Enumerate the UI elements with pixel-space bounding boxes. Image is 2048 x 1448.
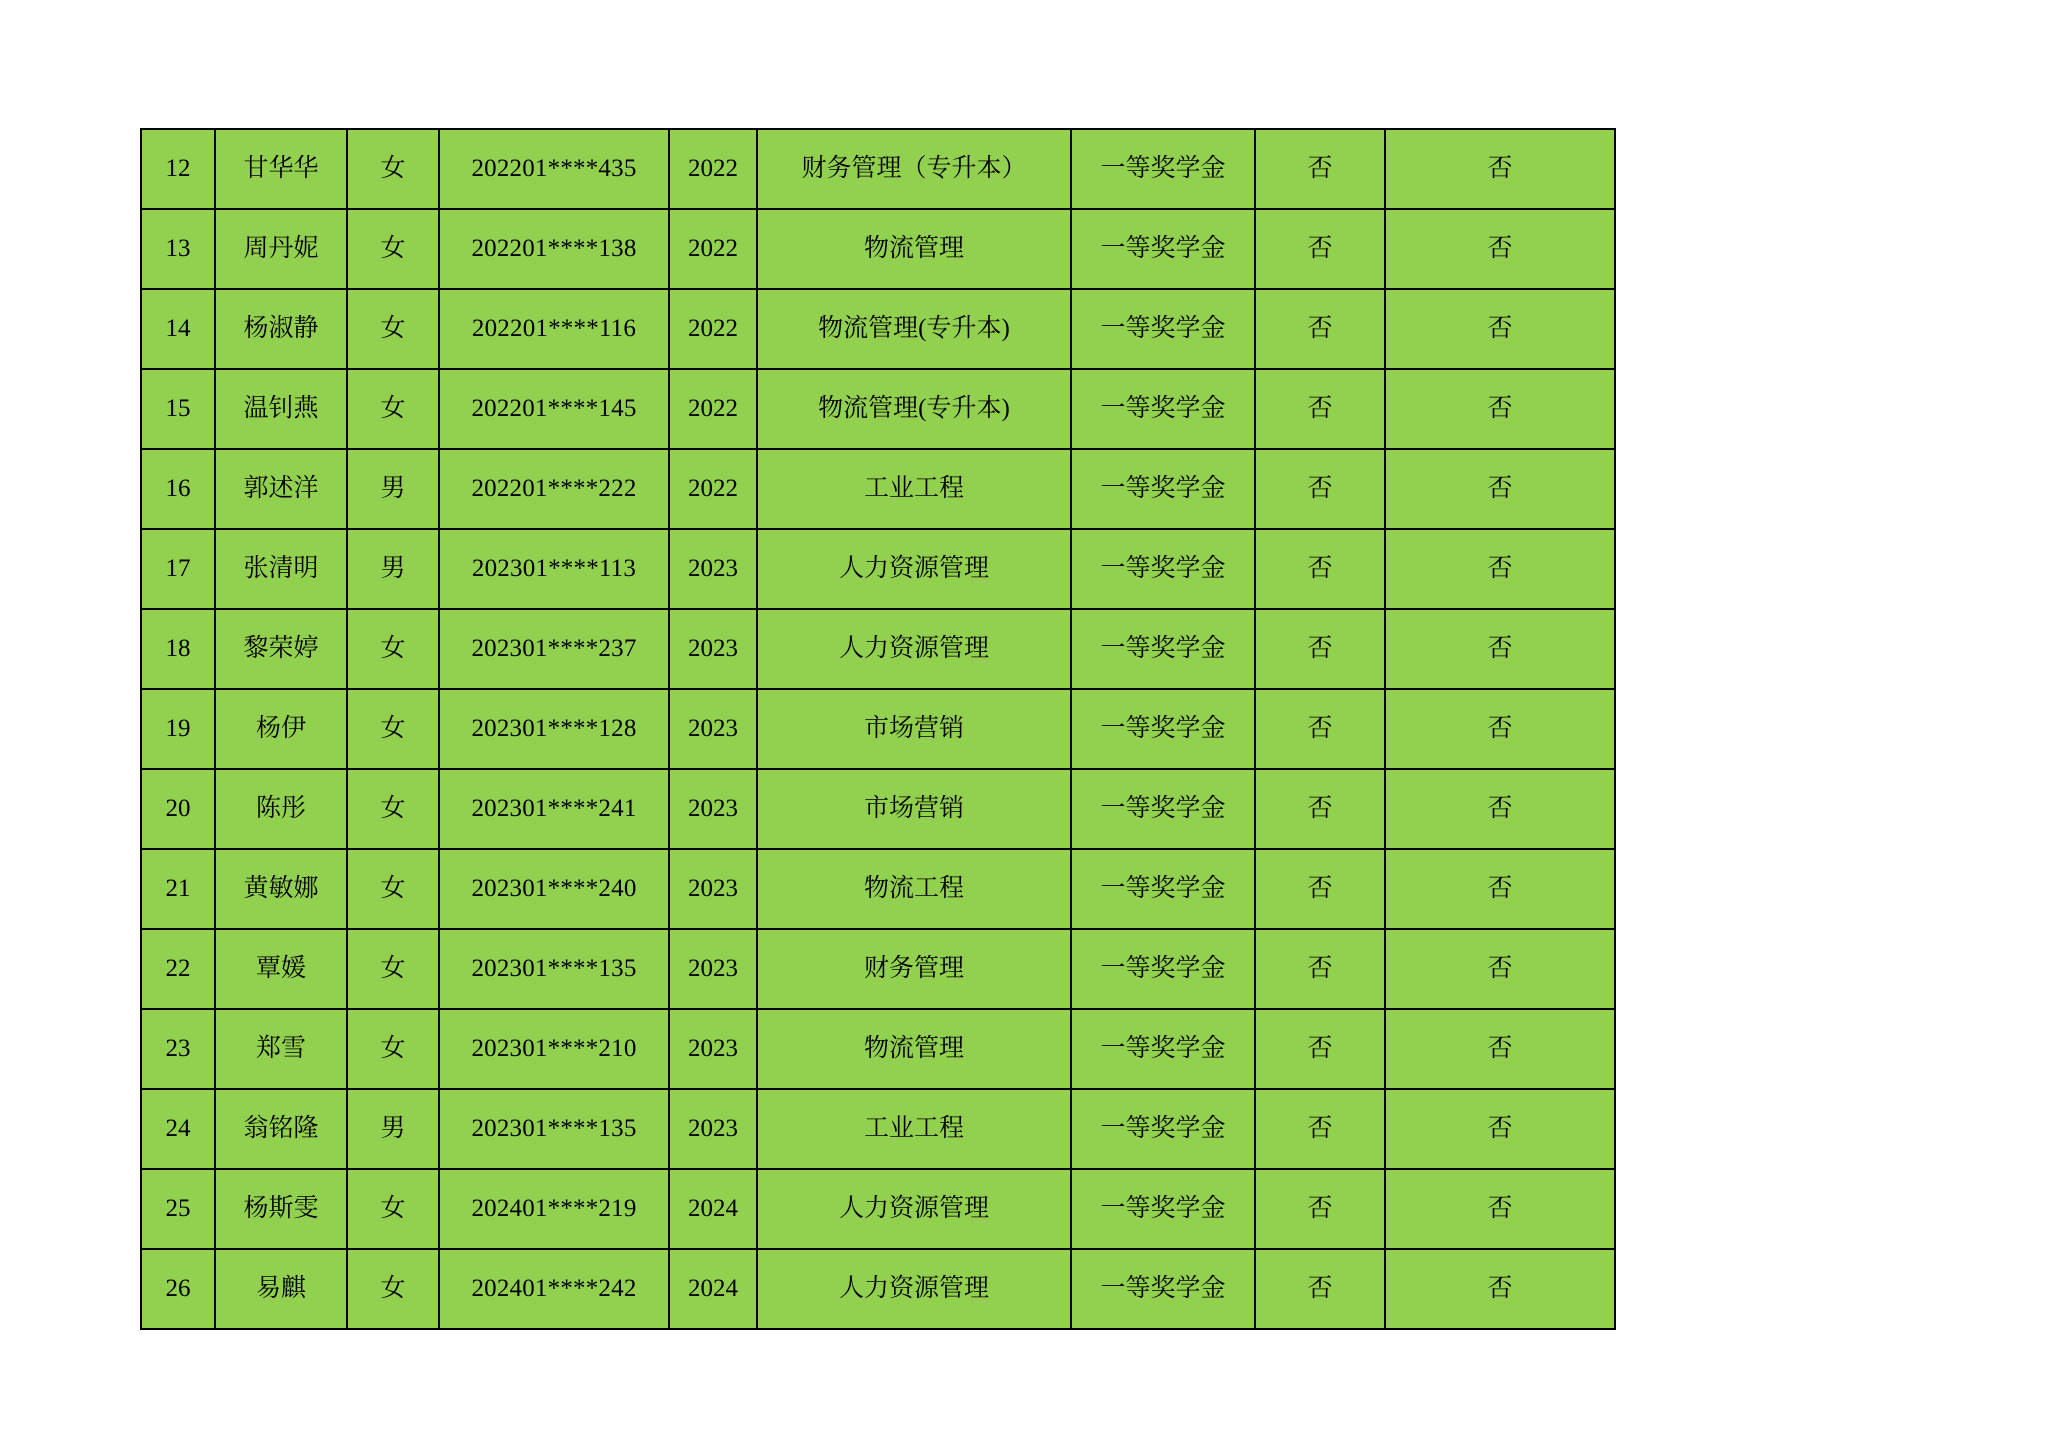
cell-flag-two: 否 (1385, 929, 1615, 1009)
cell-index: 19 (141, 689, 215, 769)
table-row (141, 1089, 1615, 1169)
cell-flag-one: 否 (1255, 1089, 1385, 1169)
cell-index: 13 (141, 209, 215, 289)
cell-award: 一等奖学金 (1071, 1009, 1255, 1089)
cell-gender: 女 (347, 369, 439, 449)
cell-major: 市场营销 (757, 689, 1071, 769)
cell-student-id: 202201****138 (439, 209, 669, 289)
cell-index: 12 (141, 129, 215, 209)
table-body (141, 129, 1615, 1329)
cell-award: 一等奖学金 (1071, 369, 1255, 449)
cell-index: 25 (141, 1169, 215, 1249)
table-row (141, 929, 1615, 1009)
scholarship-award-table (140, 128, 1616, 1330)
cell-student-id: 202201****222 (439, 449, 669, 529)
cell-student-id: 202301****237 (439, 609, 669, 689)
cell-flag-one: 否 (1255, 289, 1385, 369)
table-row (141, 289, 1615, 369)
cell-major: 市场营销 (757, 769, 1071, 849)
cell-student-id: 202301****241 (439, 769, 669, 849)
cell-flag-one: 否 (1255, 849, 1385, 929)
cell-flag-two: 否 (1385, 129, 1615, 209)
cell-award: 一等奖学金 (1071, 529, 1255, 609)
cell-name: 张清明 (215, 529, 347, 609)
cell-award: 一等奖学金 (1071, 769, 1255, 849)
cell-year: 2024 (669, 1169, 757, 1249)
cell-flag-one: 否 (1255, 529, 1385, 609)
cell-flag-two: 否 (1385, 449, 1615, 529)
cell-student-id: 202301****210 (439, 1009, 669, 1089)
cell-gender: 女 (347, 129, 439, 209)
cell-index: 17 (141, 529, 215, 609)
cell-flag-two: 否 (1385, 689, 1615, 769)
cell-name: 郭述洋 (215, 449, 347, 529)
cell-award: 一等奖学金 (1071, 1169, 1255, 1249)
cell-index: 22 (141, 929, 215, 1009)
cell-student-id: 202301****135 (439, 929, 669, 1009)
cell-award: 一等奖学金 (1071, 929, 1255, 1009)
cell-major: 工业工程 (757, 1089, 1071, 1169)
cell-name: 杨伊 (215, 689, 347, 769)
cell-flag-two: 否 (1385, 1169, 1615, 1249)
cell-flag-one: 否 (1255, 929, 1385, 1009)
cell-index: 15 (141, 369, 215, 449)
cell-gender: 男 (347, 529, 439, 609)
table-row (141, 209, 1615, 289)
cell-flag-one: 否 (1255, 1169, 1385, 1249)
cell-name: 郑雪 (215, 1009, 347, 1089)
cell-flag-one: 否 (1255, 1009, 1385, 1089)
cell-flag-one: 否 (1255, 129, 1385, 209)
cell-name: 周丹妮 (215, 209, 347, 289)
cell-gender: 女 (347, 929, 439, 1009)
table-row (141, 449, 1615, 529)
cell-flag-two: 否 (1385, 529, 1615, 609)
cell-award: 一等奖学金 (1071, 1089, 1255, 1169)
cell-index: 24 (141, 1089, 215, 1169)
cell-flag-two: 否 (1385, 1009, 1615, 1089)
cell-name: 黎荣婷 (215, 609, 347, 689)
cell-gender: 女 (347, 289, 439, 369)
cell-index: 18 (141, 609, 215, 689)
cell-name: 杨斯雯 (215, 1169, 347, 1249)
cell-major: 物流管理 (757, 1009, 1071, 1089)
cell-flag-two: 否 (1385, 289, 1615, 369)
cell-award: 一等奖学金 (1071, 849, 1255, 929)
cell-index: 23 (141, 1009, 215, 1089)
cell-index: 14 (141, 289, 215, 369)
cell-name: 温钊燕 (215, 369, 347, 449)
cell-student-id: 202301****113 (439, 529, 669, 609)
cell-flag-one: 否 (1255, 369, 1385, 449)
cell-flag-two: 否 (1385, 209, 1615, 289)
cell-year: 2023 (669, 1089, 757, 1169)
cell-year: 2023 (669, 689, 757, 769)
cell-student-id: 202301****135 (439, 1089, 669, 1169)
cell-year: 2023 (669, 529, 757, 609)
cell-year: 2022 (669, 289, 757, 369)
cell-year: 2023 (669, 609, 757, 689)
cell-student-id: 202201****435 (439, 129, 669, 209)
cell-major: 工业工程 (757, 449, 1071, 529)
cell-major: 人力资源管理 (757, 609, 1071, 689)
cell-major: 物流工程 (757, 849, 1071, 929)
cell-student-id: 202301****240 (439, 849, 669, 929)
cell-name: 覃媛 (215, 929, 347, 1009)
cell-gender: 女 (347, 609, 439, 689)
cell-gender: 女 (347, 209, 439, 289)
cell-year: 2023 (669, 769, 757, 849)
cell-flag-one: 否 (1255, 209, 1385, 289)
cell-gender: 女 (347, 1009, 439, 1089)
cell-flag-one: 否 (1255, 769, 1385, 849)
cell-year: 2022 (669, 209, 757, 289)
cell-student-id: 202401****242 (439, 1249, 669, 1329)
cell-major: 物流管理(专升本) (757, 289, 1071, 369)
cell-flag-one: 否 (1255, 1249, 1385, 1329)
cell-award: 一等奖学金 (1071, 609, 1255, 689)
cell-student-id: 202201****145 (439, 369, 669, 449)
cell-student-id: 202401****219 (439, 1169, 669, 1249)
table-row (141, 689, 1615, 769)
cell-flag-one: 否 (1255, 449, 1385, 529)
cell-year: 2023 (669, 929, 757, 1009)
cell-major: 人力资源管理 (757, 1169, 1071, 1249)
cell-flag-one: 否 (1255, 609, 1385, 689)
cell-major: 财务管理（专升本） (757, 129, 1071, 209)
table-row (141, 1169, 1615, 1249)
cell-student-id: 202201****116 (439, 289, 669, 369)
cell-gender: 女 (347, 849, 439, 929)
cell-major: 人力资源管理 (757, 1249, 1071, 1329)
cell-year: 2023 (669, 1009, 757, 1089)
cell-name: 翁铭隆 (215, 1089, 347, 1169)
cell-year: 2022 (669, 369, 757, 449)
cell-gender: 女 (347, 1169, 439, 1249)
cell-name: 易麒 (215, 1249, 347, 1329)
cell-name: 黄敏娜 (215, 849, 347, 929)
cell-flag-two: 否 (1385, 849, 1615, 929)
cell-name: 甘华华 (215, 129, 347, 209)
cell-index: 26 (141, 1249, 215, 1329)
cell-year: 2022 (669, 129, 757, 209)
cell-flag-two: 否 (1385, 609, 1615, 689)
cell-year: 2024 (669, 1249, 757, 1329)
cell-flag-one: 否 (1255, 689, 1385, 769)
cell-award: 一等奖学金 (1071, 209, 1255, 289)
cell-gender: 男 (347, 1089, 439, 1169)
table-row (141, 849, 1615, 929)
table-row (141, 129, 1615, 209)
cell-flag-two: 否 (1385, 769, 1615, 849)
cell-name: 陈彤 (215, 769, 347, 849)
table-row (141, 529, 1615, 609)
cell-student-id: 202301****128 (439, 689, 669, 769)
table-row (141, 1249, 1615, 1329)
cell-index: 21 (141, 849, 215, 929)
cell-name: 杨淑静 (215, 289, 347, 369)
cell-award: 一等奖学金 (1071, 1249, 1255, 1329)
cell-award: 一等奖学金 (1071, 449, 1255, 529)
cell-award: 一等奖学金 (1071, 129, 1255, 209)
award-table-container (140, 128, 1614, 1330)
cell-gender: 女 (347, 1249, 439, 1329)
table-row (141, 1009, 1615, 1089)
cell-award: 一等奖学金 (1071, 289, 1255, 369)
cell-major: 人力资源管理 (757, 529, 1071, 609)
table-row (141, 369, 1615, 449)
table-row (141, 609, 1615, 689)
cell-gender: 女 (347, 689, 439, 769)
cell-year: 2022 (669, 449, 757, 529)
cell-major: 物流管理(专升本) (757, 369, 1071, 449)
cell-index: 16 (141, 449, 215, 529)
table-row (141, 769, 1615, 849)
cell-major: 财务管理 (757, 929, 1071, 1009)
cell-gender: 男 (347, 449, 439, 529)
cell-flag-two: 否 (1385, 1249, 1615, 1329)
cell-flag-two: 否 (1385, 369, 1615, 449)
cell-index: 20 (141, 769, 215, 849)
cell-award: 一等奖学金 (1071, 689, 1255, 769)
cell-gender: 女 (347, 769, 439, 849)
cell-major: 物流管理 (757, 209, 1071, 289)
cell-year: 2023 (669, 849, 757, 929)
cell-flag-two: 否 (1385, 1089, 1615, 1169)
